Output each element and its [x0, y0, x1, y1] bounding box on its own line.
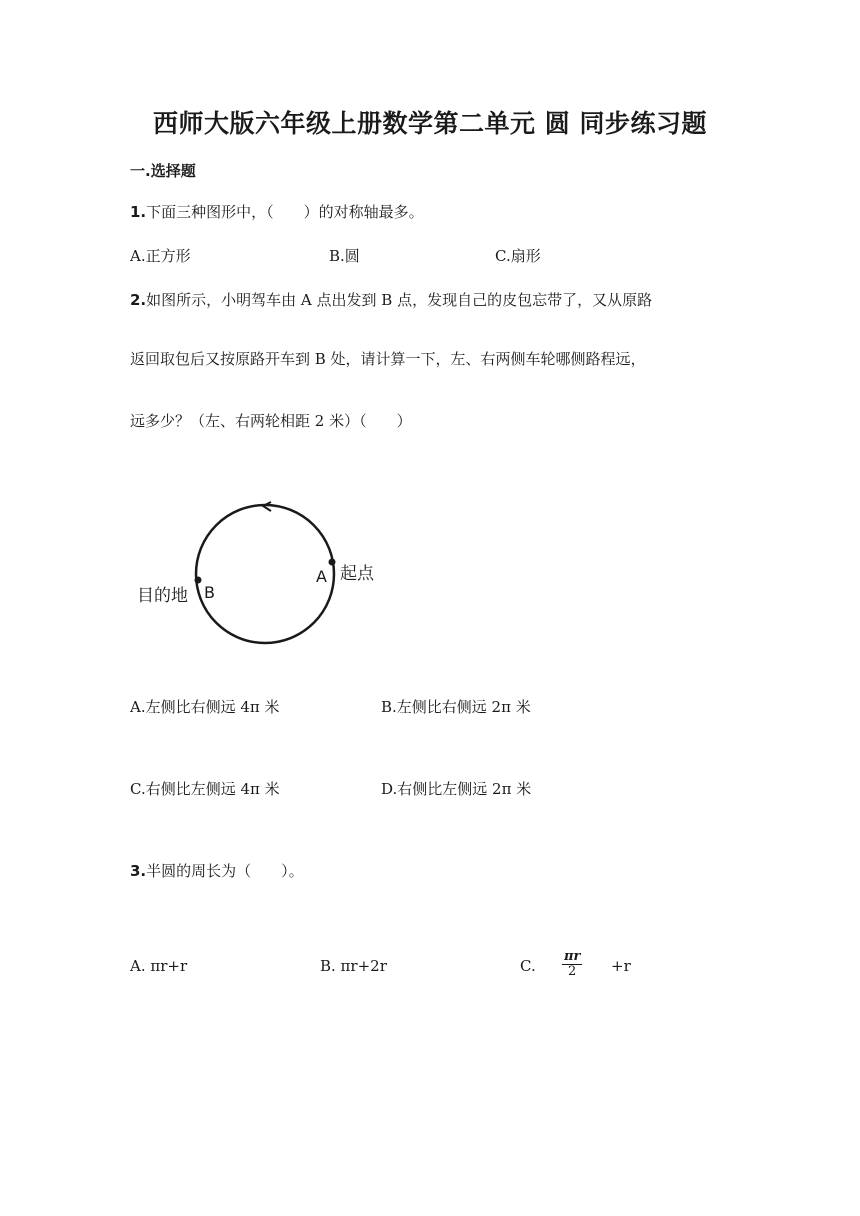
question-2-text-1: 如图所示，小明驾车由 A 点出发到 B 点，发现自己的皮包忘带了，又从原路 [146, 291, 653, 309]
q1-option-b: B.圆 [329, 247, 360, 265]
q3-option-c-prefix: C. [520, 957, 536, 975]
route-circle [196, 505, 334, 643]
question-1 [130, 201, 424, 222]
q3-option-c-fraction [562, 950, 582, 980]
label-start: 起点 [340, 564, 374, 584]
question-1-text: 下面三种图形中，（ ）的对称轴最多。 [146, 203, 424, 221]
q2-option-d: D.右侧比左侧远 2π 米 [381, 780, 532, 798]
q3-option-c-suffix: +r [611, 957, 631, 975]
label-a: A [316, 567, 327, 586]
label-destination: 目的地 [137, 586, 188, 606]
q3-option-a: A. πr+r [130, 957, 188, 975]
q2-option-a: A.左侧比右侧远 4π 米 [130, 698, 280, 716]
point-a-dot [329, 559, 336, 566]
q2-option-b: B.左侧比右侧远 2π 米 [381, 698, 531, 716]
fraction-numerator: πr [564, 949, 581, 964]
q1-option-c: C.扇形 [495, 247, 541, 265]
direction-arrow-icon [263, 502, 271, 511]
label-b: B [204, 583, 215, 602]
q3-option-b: B. πr+2r [320, 957, 387, 975]
question-3 [130, 860, 304, 881]
question-2-line-3: 远多少？（左、右两轮相距 2 米）（ ） [130, 412, 412, 430]
page-title: 西师大版六年级上册数学第二单元 圆 同步练习题 [153, 109, 707, 138]
question-2-line-1 [130, 289, 652, 310]
route-circle-figure [130, 495, 400, 655]
question-2-number: 2. [130, 291, 147, 309]
section-heading-choice: 一.选择题 [130, 162, 196, 180]
question-3-text: 半圆的周长为（ ）。 [146, 862, 304, 880]
fraction-denominator: 2 [568, 964, 577, 980]
question-1-number: 1. [130, 203, 147, 221]
q2-option-c: C.右侧比左侧远 4π 米 [130, 780, 280, 798]
question-2-line-2: 返回取包后又按原路开车到 B 处，请计算一下，左、右两侧车轮哪侧路程远， [130, 350, 646, 368]
point-b-dot [195, 577, 202, 584]
q1-option-a: A.正方形 [130, 247, 191, 265]
question-3-number: 3. [130, 862, 147, 880]
